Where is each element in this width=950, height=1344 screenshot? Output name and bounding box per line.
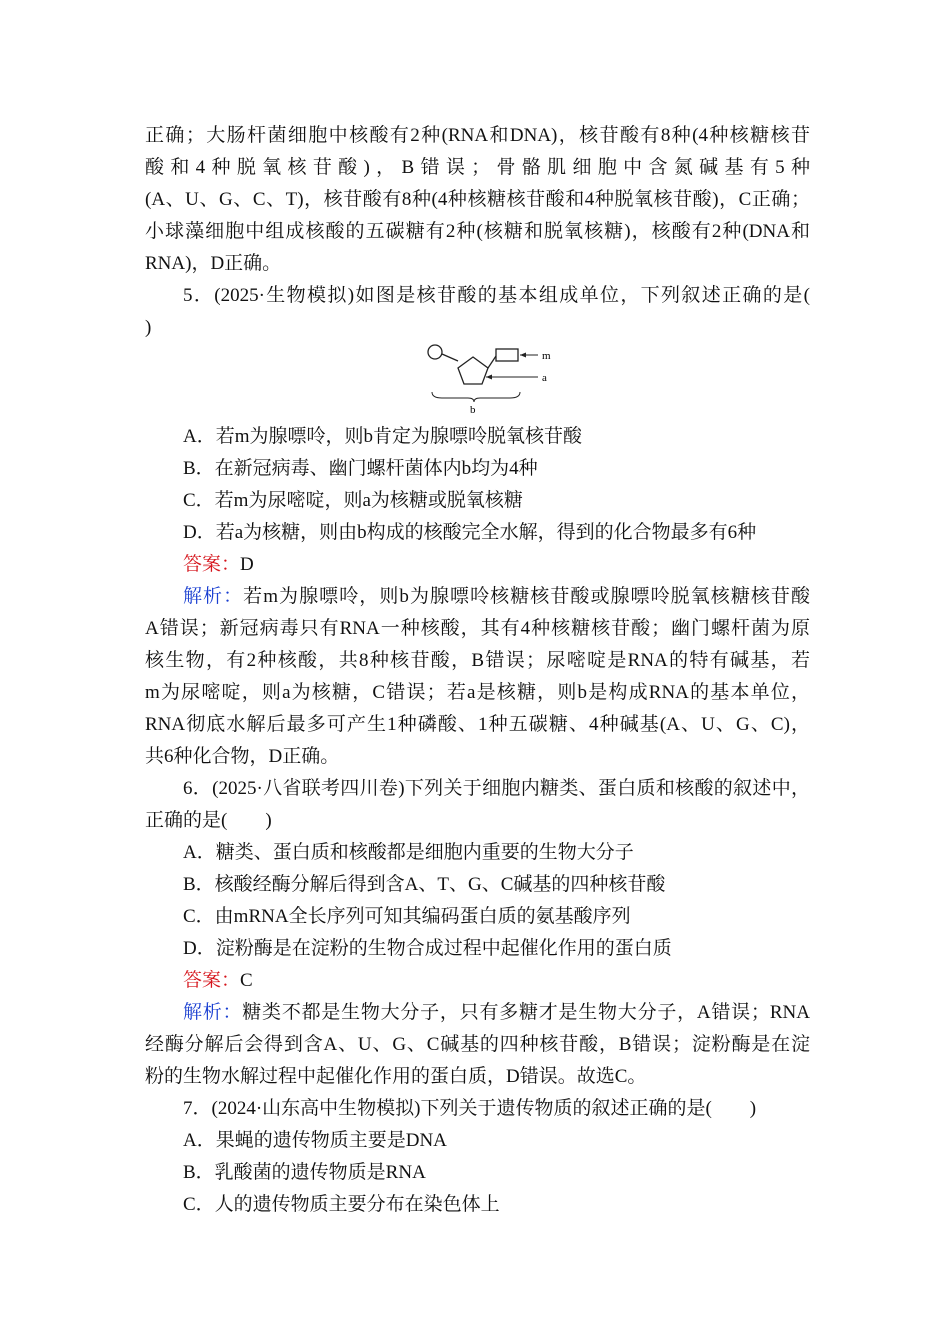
arrow-m-head: [520, 353, 526, 358]
text-line: 经酶分解后会得到含A、U、G、C碱基的四种核苷酸，B错误；淀粉酶是在淀: [145, 1034, 810, 1055]
label-m: m: [542, 350, 551, 362]
text-line: RNA彻底水解后最多可产生1种磷酸、1种五碳糖、4种碱基(A、U、G、C)，: [145, 714, 810, 735]
text-line: 小球藻细胞中组成核酸的五碳糖有2种(核糖和脱氧核糖)，核酸有2种(DNA和: [145, 221, 810, 242]
answer-value: D: [240, 554, 254, 575]
question-5-option-c: C．若m为尿嘧啶，则a为核糖或脱氧核糖: [183, 490, 523, 511]
text-line: 酸和4种脱氧核苷酸)，B错误；骨骼肌细胞中含氮碱基有5种: [145, 157, 810, 178]
text-line: 核生物，有2种核酸，共8种核苷酸，B错误；尿嘧啶是RNA的特有碱基，若: [145, 650, 810, 671]
question-6-option-c: C．由mRNA全长序列可知其编码蛋白质的氨基酸序列: [183, 906, 631, 927]
question-6-stem: 6．(2025·八省联考四川卷)下列关于细胞内糖类、蛋白质和核酸的叙述中，: [183, 778, 810, 799]
question-7-option-a: A．果蝇的遗传物质主要是DNA: [183, 1130, 447, 1151]
question-6-answer: [183, 969, 810, 993]
question-5-option-b: B．在新冠病毒、幽门螺杆菌体内b均为4种: [183, 458, 538, 479]
question-6-stem-bracket: 正确的是( ): [145, 810, 272, 831]
question-6-option-a: A．糖类、蛋白质和核酸都是细胞内重要的生物大分子: [183, 842, 634, 863]
question-5-answer: [183, 553, 810, 577]
analysis-text: 若m为腺嘌呤，则b为腺嘌呤核糖核苷酸或腺嘌呤脱氧核糖核苷酸: [243, 586, 810, 607]
question-6-analysis: [183, 1001, 810, 1025]
text-line: 正确；大肠杆菌细胞中核酸有2种(RNA和DNA)，核苷酸有8种(4种核糖核苷: [145, 125, 810, 146]
question-7-stem: 7．(2024·山东高中生物模拟)下列关于遗传物质的叙述正确的是( ): [183, 1098, 757, 1119]
label-b: b: [470, 404, 476, 416]
phosphate-circle: [428, 345, 442, 359]
analysis-text: 糖类不都是生物大分子，只有多糖才是生物大分子，A错误；RNA: [242, 1002, 810, 1023]
phosphate-bond: [442, 354, 458, 361]
analysis-label: 解析：: [183, 1002, 243, 1023]
brace-b: [432, 392, 520, 402]
analysis-label: 解析：: [183, 586, 244, 607]
base-rectangle: [496, 349, 518, 361]
question-7-option-c: C．人的遗传物质主要分布在染色体上: [183, 1194, 500, 1215]
question-5-analysis: [183, 585, 810, 609]
text-line: 共6种化合物，D正确。: [145, 746, 340, 767]
answer-label: 答案：: [183, 554, 241, 575]
question-5-stem-bracket: ): [145, 317, 152, 338]
arrow-a-head: [486, 375, 492, 380]
pentose-pentagon: [458, 357, 488, 384]
text-line: m为尿嘧啶，则a为核糖，C错误；若a是核糖，则b是构成RNA的基本单位，: [145, 682, 810, 703]
label-a: a: [542, 372, 547, 384]
base-bond: [488, 356, 496, 368]
nucleotide-diagram: [420, 342, 570, 417]
text-line: A错误；新冠病毒只有RNA一种核酸，其有4种核糖核苷酸；幽门螺杆菌为原: [145, 618, 810, 639]
question-5-stem: 5．(2025·生物模拟)如图是核苷酸的基本组成单位，下列叙述正确的是(: [183, 285, 810, 306]
question-5-option-d: D．若a为核糖，则由b构成的核酸完全水解，得到的化合物最多有6种: [183, 522, 757, 543]
question-7-option-b: B．乳酸菌的遗传物质是RNA: [183, 1162, 426, 1183]
text-line: 粉的生物水解过程中起催化作用的蛋白质，D错误。故选C。: [145, 1066, 647, 1087]
question-5-option-a: A．若m为腺嘌呤，则b肯定为腺嘌呤脱氧核苷酸: [183, 426, 583, 447]
answer-label: 答案：: [183, 970, 241, 991]
text-line: (A、U、G、C、T)，核苷酸有8种(4种核糖核苷酸和4种脱氧核苷酸)，C正确；: [145, 189, 810, 210]
answer-value: C: [240, 970, 253, 991]
question-6-option-d: D．淀粉酶是在淀粉的生物合成过程中起催化作用的蛋白质: [183, 938, 672, 959]
question-6-option-b: B．核酸经酶分解后得到含A、T、G、C碱基的四种核苷酸: [183, 874, 666, 895]
text-line: RNA)，D正确。: [145, 253, 282, 274]
